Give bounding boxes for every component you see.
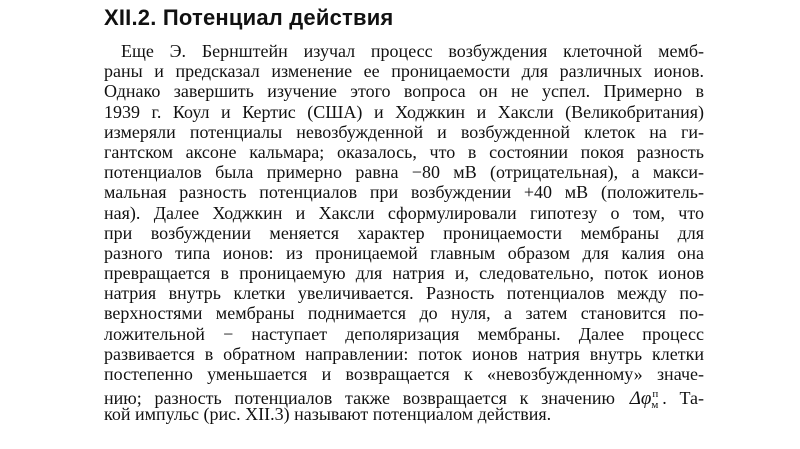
paragraph <box>104 41 704 425</box>
formula-base: Δφ <box>629 388 652 410</box>
paragraph-line: измеряли потенциалы невозбужденной и возбужденной клеток на ги- <box>104 121 704 142</box>
formula-subscript: м <box>651 399 659 412</box>
paragraph-line-text: нию; разность потенциалов также возвращается к значению <box>104 388 615 409</box>
section-title: XII.2. Потенциал действия <box>104 5 394 30</box>
paragraph-line: Однако завершить изучение этого вопроса он не успел. Примерно в <box>104 81 704 102</box>
paragraph-line: развивается в обратном направлении: поток ионов натрия внутрь клетки <box>104 343 704 364</box>
paragraph-line: верхностями мембраны поднимается до нуля, а затем становится по- <box>104 303 704 324</box>
paragraph-line: раны и предсказал изменение ее проницаемости для различных ионов. <box>104 61 704 82</box>
paragraph-line-text: . Та- <box>662 388 704 409</box>
paragraph-line: Еще Э. Бернштейн изучал процесс возбуждения клеточной мемб- <box>121 41 704 61</box>
paragraph-line: ная). Далее Ходжкин и Хаксли сформулировали гипотезу о том, что <box>104 202 704 223</box>
paragraph-line: потенциалов была примерно равна −80 мВ (отрицательная), а макси- <box>104 162 704 183</box>
paragraph-line: 1939 г. Коул и Кертис (США) и Ходжкин и Хаксли (Великобритания) <box>104 101 704 122</box>
formula-superscript: п <box>652 388 659 401</box>
paragraph-line: гантском аксоне кальмара; оказалось, что в состоянии покоя разность <box>104 141 704 162</box>
paragraph-line-with-formula <box>104 384 704 412</box>
paragraph-line: мальная разность потенциалов при возбуждении +40 мВ (положитель- <box>104 182 704 203</box>
potential-formula <box>630 384 659 415</box>
paragraph-line-last: кой импульс (рис. XII.3) называют потенциалом действия. <box>104 404 552 425</box>
paragraph-line: при возбуждении меняется характер проницаемости мембраны для <box>104 222 704 243</box>
paragraph-line: разного типа ионов: из проницаемой главным образом для калия она <box>104 242 704 263</box>
paragraph-line: постепенно уменьшается и возвращается к «невозбужденному» значе- <box>104 364 704 384</box>
paragraph-line: превращается в проницаемую для натрия и, следовательно, поток ионов <box>104 263 704 284</box>
paragraph-line: ложительной − наступает деполяризация мембраны. Далее процесс <box>104 323 704 344</box>
paragraph-line: натрия внутрь клетки увеличивается. Разность потенциалов между по- <box>104 283 704 304</box>
